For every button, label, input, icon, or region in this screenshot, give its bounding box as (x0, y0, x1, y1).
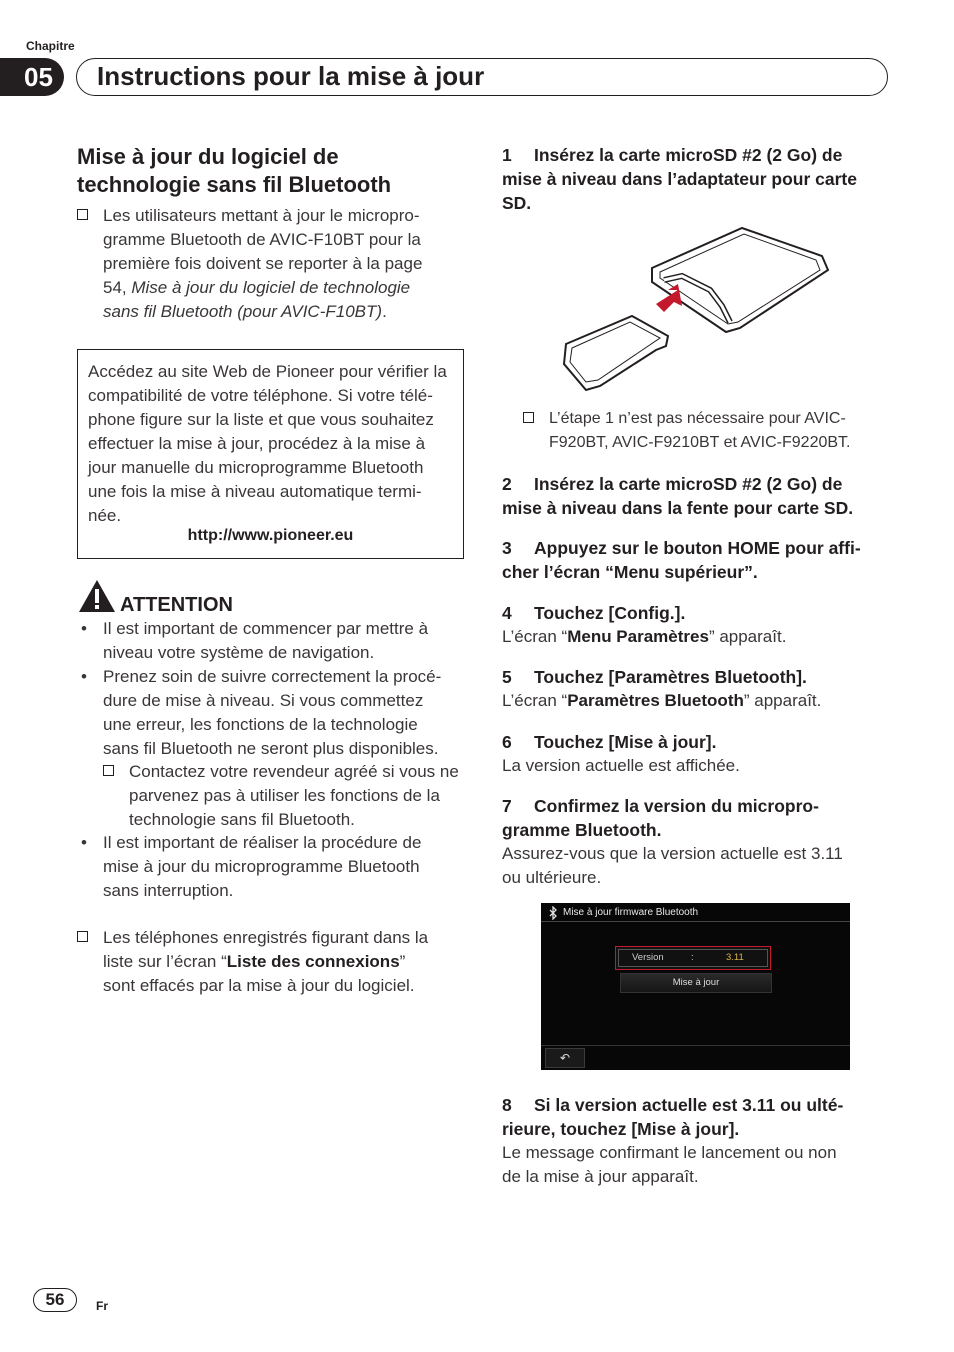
back-icon: ↶ (559, 1051, 571, 1065)
bullet-dot-icon: • (81, 667, 87, 686)
sd-adapter-illustration (560, 226, 832, 394)
attention-bullet-1: • Il est important de commencer par mettre à niveau votre système de navigation. (81, 619, 429, 662)
screen-title: Mise à jour firmware Bluetooth (563, 907, 699, 918)
screen-bottom-divider (541, 1045, 850, 1046)
attention-subnote: Contactez votre revendeur agréé si vous ne parvenez pas à utiliser les fonctions de la technologie sans fil Bluetooth. (103, 760, 473, 832)
warning-icon (78, 578, 116, 614)
info-box-text: Accédez au site Web de Pioneer pour vérifier la compatibilité de votre téléphone. Si votre télé- phone figure sur la liste et que vous souhaitez effectuer la mise à jour, procédez à la mise à jour manuelle du microprogramme Bluetooth une fois la mise à niveau automatique termi- née. (88, 362, 447, 525)
version-value: 3.11 (726, 952, 744, 963)
note-square-icon (77, 931, 88, 942)
screen-divider (541, 921, 850, 922)
attention-bullet-2: • Prenez soin de suivre correctement la procé- dure de mise à niveau. Si vous commettez une erreur, les fonctions de la technologie sans fil Bluetooth ne seront plus disponibles. (81, 667, 442, 758)
step-1-note: L’étape 1 n’est pas nécessaire pour AVIC- F920BT, AVIC-F9210BT et AVIC-F9220BT. (523, 407, 903, 455)
page-number: 56 (33, 1288, 77, 1312)
version-label: Version (632, 952, 664, 963)
note-square-icon (103, 765, 114, 776)
bluetooth-icon (547, 906, 559, 920)
attention-title: ATTENTION (120, 594, 233, 616)
step-7: 7 Confirmez la version du micropro- gramme Bluetooth. Assurez-vous que la version actuelle est 3.11 ou ultérieure. (502, 796, 843, 887)
note-square-icon (77, 209, 88, 220)
bullet-dot-icon: • (81, 833, 87, 852)
note-square-icon (523, 412, 534, 423)
language-code: Fr (96, 1299, 108, 1313)
note-phones-erased: Les téléphones enregistrés figurant dans la liste sur l’écran “Liste des connexions” sont effacés par la mise à jour du logiciel. (77, 926, 467, 998)
pioneer-url[interactable]: http://www.pioneer.eu (187, 527, 354, 544)
chapter-label: Chapitre (26, 39, 75, 53)
step-1: 1 Insérez la carte microSD #2 (2 Go) de mise à niveau dans l’adaptateur pour carte SD. (502, 145, 857, 213)
step-8: 8 Si la version actuelle est 3.11 ou ulté- rieure, touchez [Mise à jour]. Le message confirmant le lancement ou non de la mise à jour apparaît. (502, 1095, 844, 1186)
update-button[interactable]: Mise à jour (620, 973, 772, 993)
bullet-dot-icon: • (81, 619, 87, 638)
step-5: 5 Touchez [Paramètres Bluetooth]. L’écran “Paramètres Bluetooth” apparaît. (502, 667, 822, 710)
chapter-title: Instructions pour la mise à jour (76, 58, 888, 96)
version-separator: : (691, 952, 694, 963)
chapter-number: 05 (0, 58, 64, 96)
step-6: 6 Touchez [Mise à jour]. La version actuelle est affichée. (502, 732, 740, 775)
version-row (615, 946, 771, 970)
step-4: 4 Touchez [Config.]. L’écran “Menu Paramètres” apparaît. (502, 603, 787, 646)
step-2: 2 Insérez la carte microSD #2 (2 Go) de mise à niveau dans la fente pour carte SD. (502, 474, 854, 518)
attention-bullet-3: • Il est important de réaliser la procédure de mise à jour du microprogramme Bluetooth sans interruption. (81, 833, 422, 900)
note-avic-f10bt: Les utilisateurs mettant à jour le micropro- gramme Bluetooth de AVIC-F10BT pour la première fois doivent se reporter à la page 54, Mise à jour du logiciel de technologie sans fil Bluetooth (pour AVIC-F10BT). (77, 204, 467, 324)
back-button[interactable] (545, 1048, 585, 1068)
firmware-update-screen (541, 903, 850, 1070)
section-heading: Mise à jour du logiciel de technologie sans fil Bluetooth (77, 144, 392, 197)
step-3: 3 Appuyez sur le bouton HOME pour affi- cher l’écran “Menu supérieur”. (502, 538, 861, 582)
info-box (77, 349, 464, 559)
